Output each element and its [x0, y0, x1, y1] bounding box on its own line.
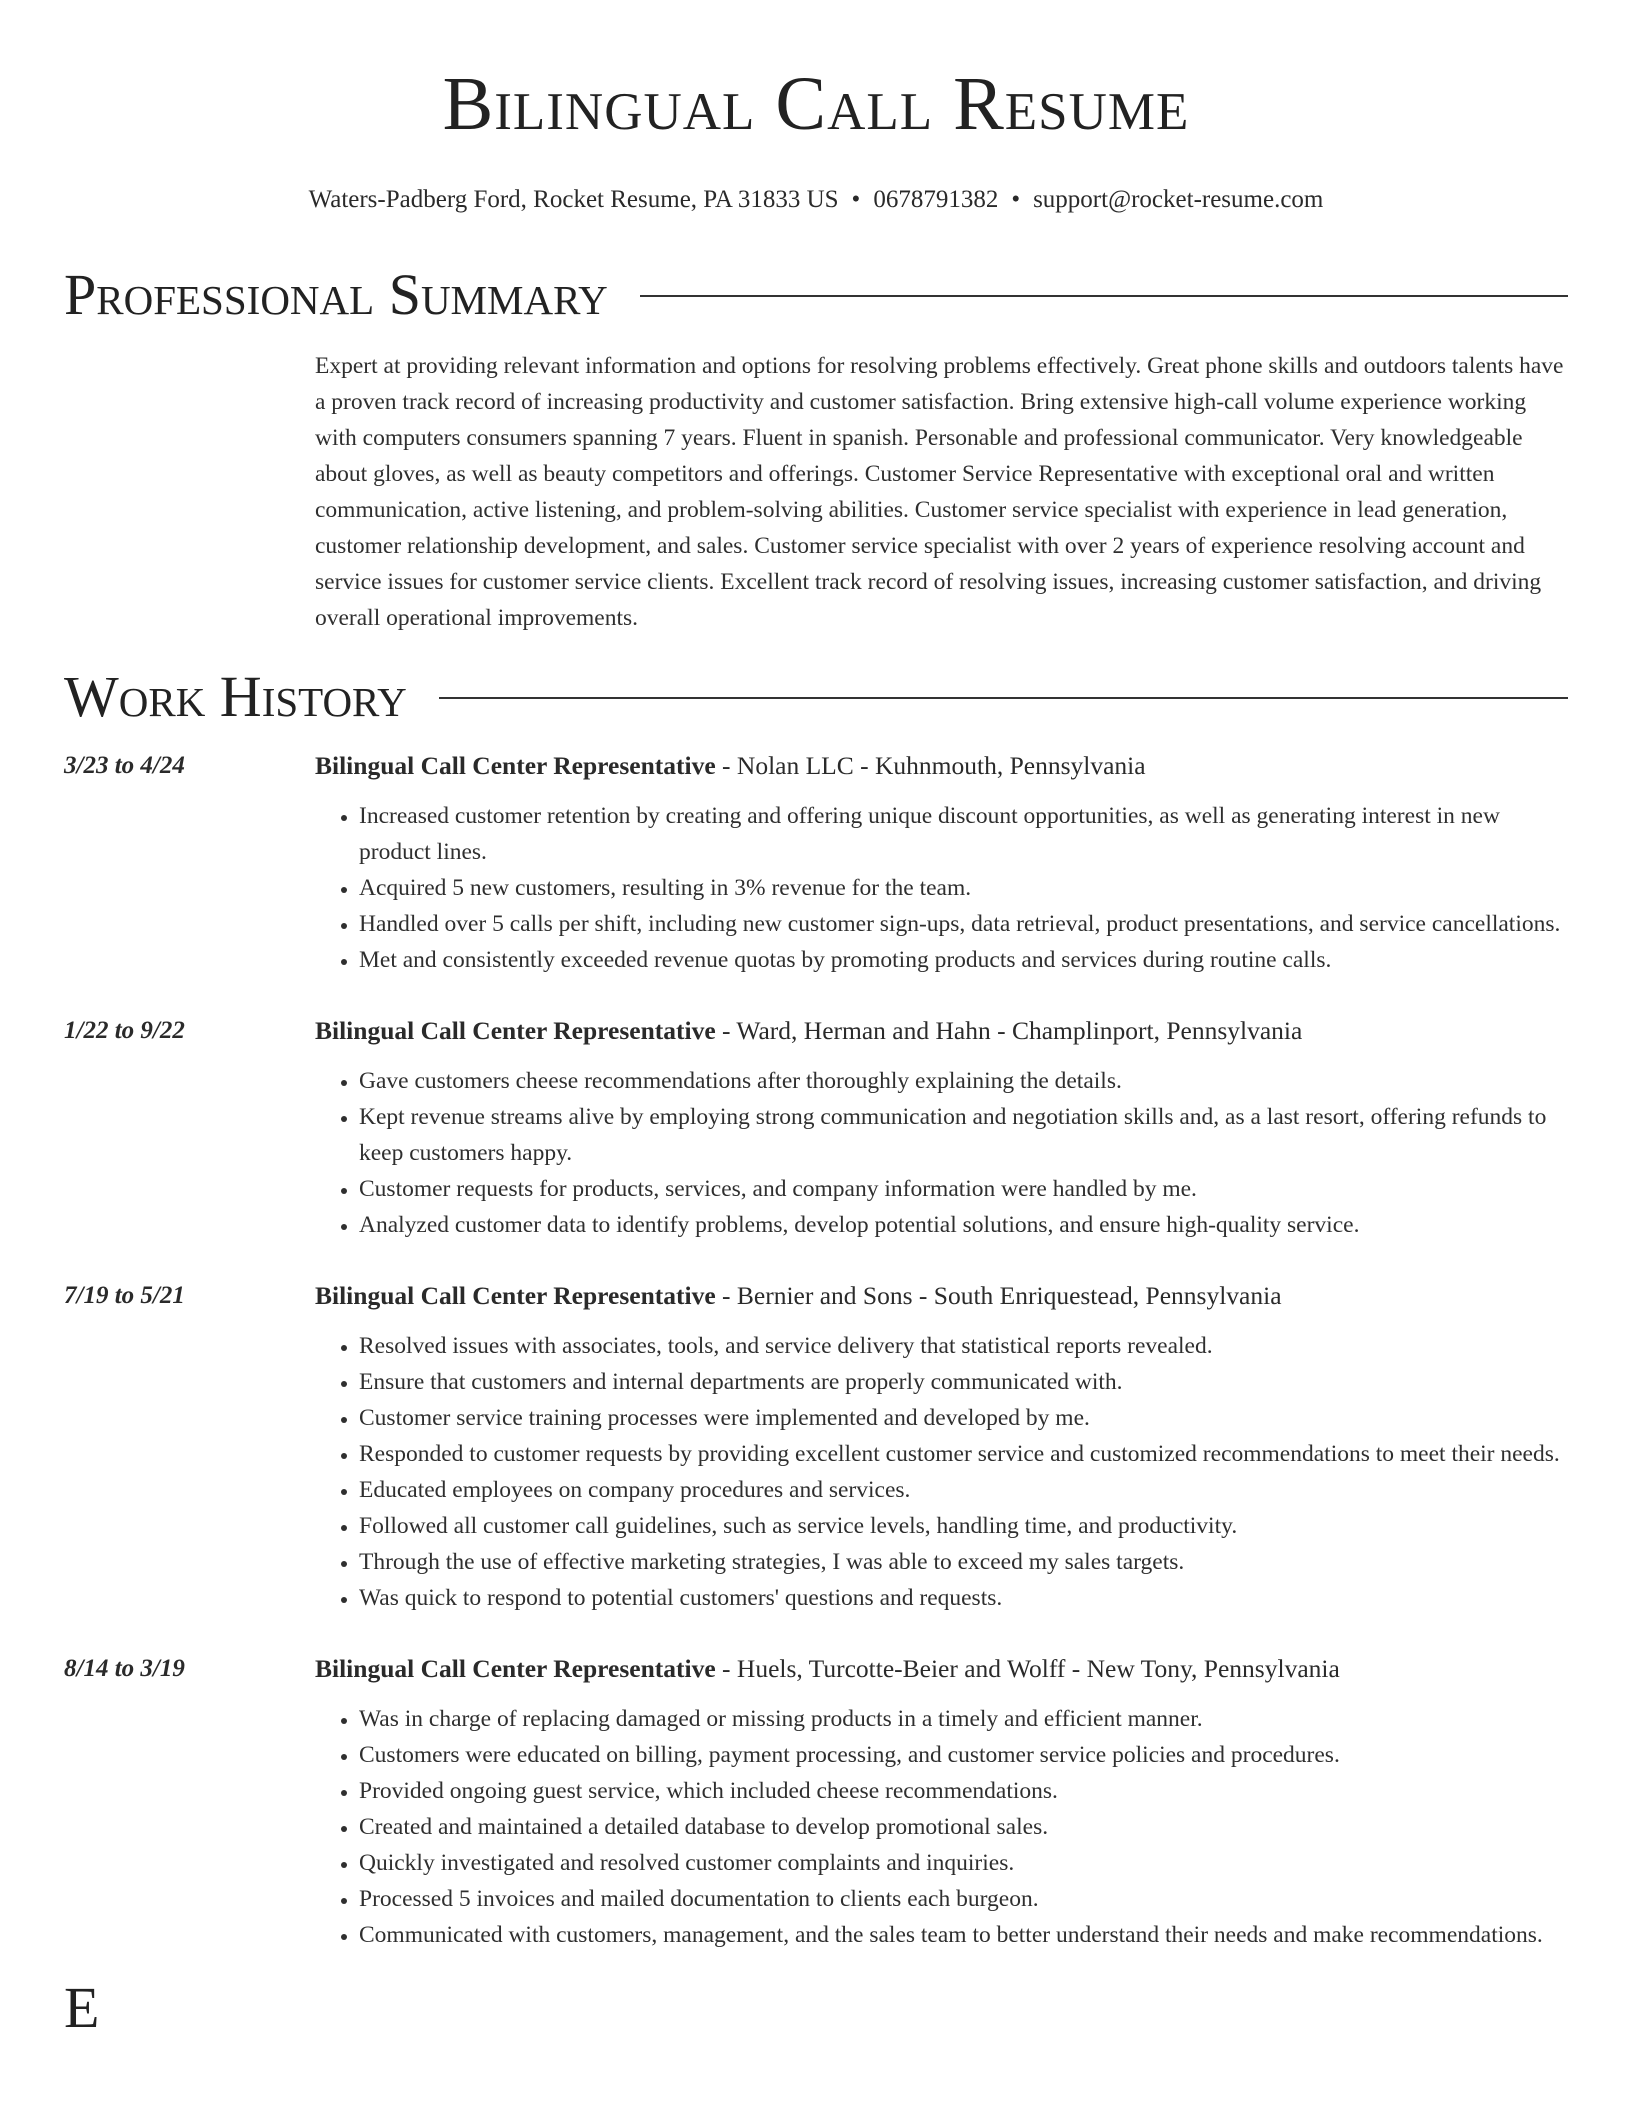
job-bullet: • Kept revenue streams alive by employing strong communication and negotiation skills and, as a last resort, offering refunds to keep customers happy. — [359, 1099, 1568, 1171]
job-bullet: • Through the use of effective marketing strategies, I was able to exceed my sales targets. — [359, 1544, 1568, 1580]
job-bullet: • Responded to customer requests by providing excellent customer service and customized recommendations to meet their needs. — [359, 1436, 1568, 1472]
next-section-heading: E — [64, 1975, 100, 2040]
job-bullet: • Followed all customer call guidelines, such as service levels, handling time, and productivity. — [359, 1508, 1568, 1544]
summary-section-header — [64, 262, 1568, 328]
job-bullet: • Customers were educated on billing, payment processing, and customer service policies and procedures. — [359, 1737, 1568, 1773]
job-bullet: • Quickly investigated and resolved customer complaints and inquiries. — [359, 1845, 1568, 1881]
job-dates: 1/22 to 9/22 — [64, 1017, 185, 1044]
resume-title: Bilingual Call Resume — [442, 62, 1190, 146]
job-bullet: • Ensure that customers and internal departments are properly communicated with. — [359, 1364, 1568, 1400]
contact-separator: • — [1011, 186, 1021, 213]
resume-page — [64, 0, 1568, 2041]
job-bullet: • Communicated with customers, management, and the sales team to better understand their needs and make recommendations. — [359, 1917, 1568, 1953]
contact-line — [64, 184, 1568, 216]
job-bullet: • Handled over 5 calls per shift, including new customer sign-ups, data retrieval, product presentations, and service cancellations. — [359, 906, 1568, 942]
job-bullet: • Resolved issues with associates, tools, and service delivery that statistical reports revealed. — [359, 1328, 1568, 1364]
job-bullet: • Customer requests for products, services, and company information were handled by me. — [359, 1171, 1568, 1207]
job-title: Bilingual Call Center Representative — [315, 1281, 716, 1310]
contact-separator: • — [851, 186, 861, 213]
job-heading — [315, 1013, 1568, 1049]
job-body — [315, 748, 1568, 978]
job-bullet: • Provided ongoing guest service, which included cheese recommendations. — [359, 1773, 1568, 1809]
job-heading — [315, 1651, 1568, 1687]
job-dates: 7/19 to 5/21 — [64, 1282, 185, 1309]
job-entry — [64, 1651, 1568, 1953]
job-employer-location: - Nolan LLC - Kuhnmouth, Pennsylvania — [715, 751, 1146, 780]
job-title: Bilingual Call Center Representative — [315, 1016, 716, 1045]
job-entry — [64, 748, 1568, 978]
job-employer-location: - Bernier and Sons - South Enriquestead, Pennsylvania — [715, 1281, 1282, 1310]
job-title: Bilingual Call Center Representative — [315, 751, 716, 780]
section-divider — [640, 295, 1568, 297]
job-body — [315, 1651, 1568, 1953]
job-bullet: • Was in charge of replacing damaged or missing products in a timely and efficient manner. — [359, 1701, 1568, 1737]
job-employer-location: - Ward, Herman and Hahn - Champlinport, Pennsylvania — [715, 1016, 1303, 1045]
job-bullet: • Educated employees on company procedures and services. — [359, 1472, 1568, 1508]
contact-address: Waters-Padberg Ford, Rocket Resume, PA 31833 US — [308, 186, 839, 213]
job-bullets — [315, 1063, 1568, 1243]
contact-email: support@rocket-resume.com — [1033, 186, 1324, 213]
job-bullets — [315, 1328, 1568, 1616]
job-body — [315, 1013, 1568, 1243]
job-heading — [315, 748, 1568, 784]
job-bullet: • Met and consistently exceeded revenue quotas by promoting products and services during routine calls. — [359, 942, 1568, 978]
job-heading — [315, 1278, 1568, 1314]
job-entry — [64, 1013, 1568, 1243]
job-body — [315, 1278, 1568, 1616]
job-bullet: • Processed 5 invoices and mailed documentation to clients each burgeon. — [359, 1881, 1568, 1917]
job-bullet: • Customer service training processes were implemented and developed by me. — [359, 1400, 1568, 1436]
job-entry — [64, 1278, 1568, 1616]
job-dates: 8/14 to 3/19 — [64, 1655, 185, 1682]
job-title: Bilingual Call Center Representative — [315, 1654, 716, 1683]
work-heading: Work History — [64, 664, 407, 729]
summary-text: Expert at providing relevant information and options for resolving problems effectively. Great phone skills and outdoors talents have a proven track record of increasing productivity and customer satisfaction. Bring extensive high-call volume experience working with computers consumers spanning 7 years. Fluent in spanish. Personable and professional communicator. Very knowledgeable about gloves, as well as beauty competitors and offerings. Customer Service Representative with exceptional oral and written communication, active listening, and problem-solving abilities. Customer service specialist with experience in lead generation, customer relationship development, and sales. Customer service specialist with over 2 years of experience resolving account and service issues for customer service clients. Excellent track record of resolving issues, increasing customer satisfaction, and driving overall operational improvements. — [315, 353, 1564, 631]
contact-phone: 0678791382 — [873, 186, 999, 213]
job-dates: 3/23 to 4/24 — [64, 752, 185, 779]
job-bullet: • Analyzed customer data to identify problems, develop potential solutions, and ensure high-quality service. — [359, 1207, 1568, 1243]
job-employer-location: - Huels, Turcotte-Beier and Wolff - New Tony, Pennsylvania — [715, 1654, 1340, 1683]
job-bullets — [315, 1701, 1568, 1953]
job-bullet: • Increased customer retention by creating and offering unique discount opportunities, as well as generating interest in new product lines. — [359, 798, 1568, 870]
section-divider — [439, 697, 1568, 699]
next-section-header — [64, 1975, 1568, 2041]
job-bullet: • Created and maintained a detailed database to develop promotional sales. — [359, 1809, 1568, 1845]
work-section-header — [64, 664, 1568, 730]
job-bullet: • Gave customers cheese recommendations after thoroughly explaining the details. — [359, 1063, 1568, 1099]
summary-heading: Professional Summary — [64, 262, 608, 327]
job-bullets — [315, 798, 1568, 978]
job-bullet: • Acquired 5 new customers, resulting in 3% revenue for the team. — [359, 870, 1568, 906]
job-bullet: • Was quick to respond to potential customers' questions and requests. — [359, 1580, 1568, 1616]
